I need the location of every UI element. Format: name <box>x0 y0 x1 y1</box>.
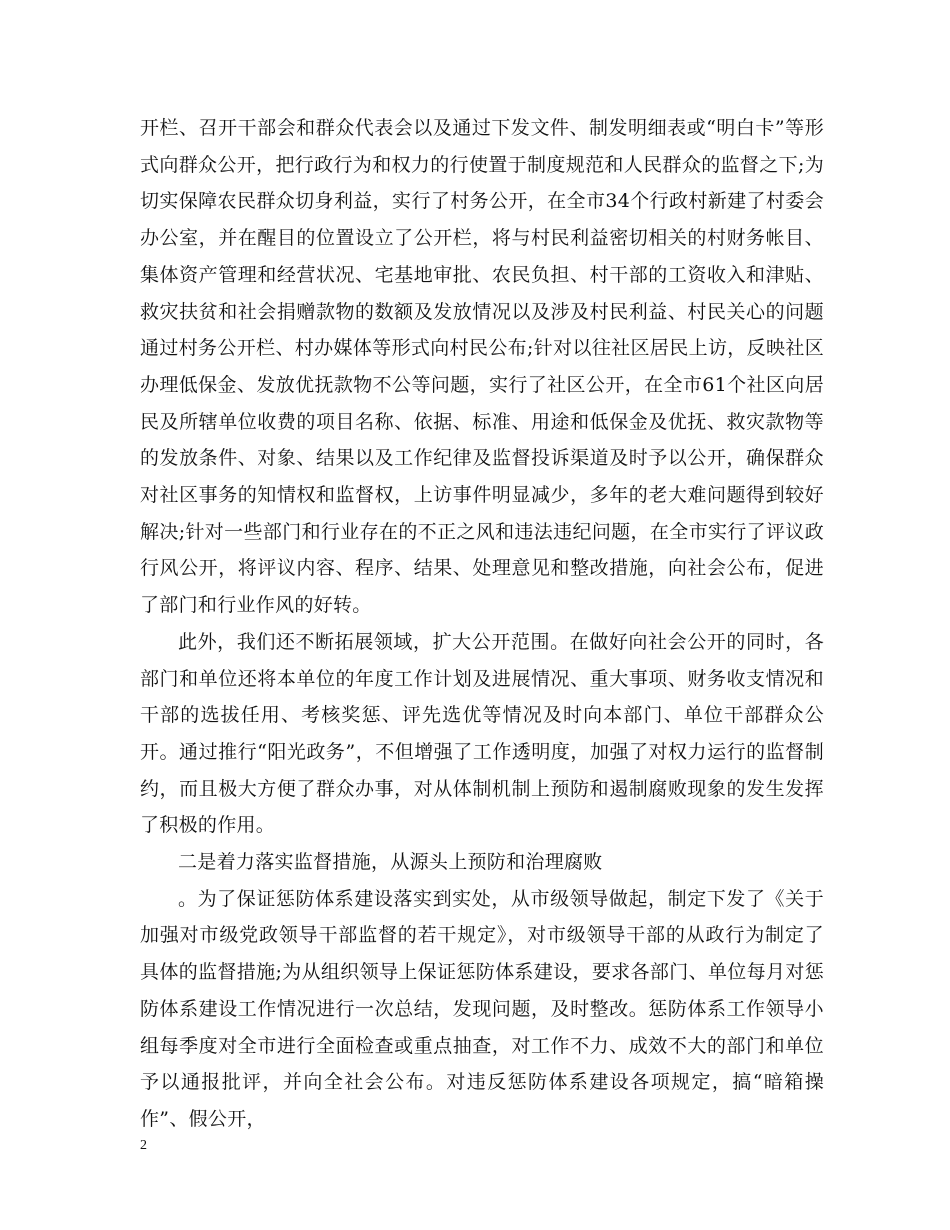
section-heading: 二是着力落实监督措施，从源头上预防和治理腐败 <box>178 851 603 874</box>
document-body <box>140 110 824 1138</box>
paragraph-supervision: 。为了保证惩防体系建设落实到实处，从市级领导做起，制定下发了《关于加强对市级党政领导干部监督的若干规定》，对市级领导干部的从政行为制定了具体的监督措施;为从组织领导上保证惩防体系建设，要求各部门、单位每月对惩防体系建设工作情况进行一次总结，发现问题，及时整改。惩防体系工作领导小组每季度对全市进行全面检查或重点抽查，对工作不力、成效不大的部门和单位予以通报批评，并向全社会公布。对违反惩防体系建设各项规定，搞“暗箱操作”、假公开， <box>140 887 824 1130</box>
page-number: 2 <box>140 1138 147 1153</box>
paragraph-continued: 开栏、召开干部会和群众代表会以及通过下发文件、制发明细表或“明白卡”等形式向群众公开，把行政行为和权力的行使置于制度规范和人民群众的监督之下;为切实保障农民群众切身利益，实行了村务公开，在全市34个行政村新建了村委会办公室，并在醒目的位置设立了公开栏，将与村民利益密切相关的村财务帐目、集体资产管理和经营状况、宅基地审批、农民负担、村干部的工资收入和津贴、救灾扶贫和社会捐赠款物的数额及发放情况以及涉及村民利益、村民关心的问题通过村务公开栏、村办媒体等形式向村民公布;针对以往社区居民上访，反映社区办理低保金、发放优抚款物不公等问题，实行了社区公开，在全市61个社区向居民及所辖单位收费的项目名称、依据、标准、用途和低保金及优抚、救灾款物等的发放条件、对象、结果以及工作纪律及监督投诉渠道及时予以公开，确保群众对社区事务的知情权和监督权，上访事件明显减少，多年的老大难问题得到较好解决;针对一些部门和行业存在的不正之风和违法违纪问题，在全市实行了评议政行风公开，将评议内容、程序、结果、处理意见和整改措施，向社会公布，促进了部门和行业作风的好转。 <box>140 117 824 617</box>
paragraph-expand-scope: 此外，我们还不断拓展领域，扩大公开范围。在做好向社会公开的同时，各部门和单位还将本单位的年度工作计划及进展情况、重大事项、财务收支情况和干部的选拔任用、考核奖惩、评先选优等情况及时向本部门、单位干部群众公开。通过推行“阳光政务”，不但增强了工作透明度，加强了对权力运行的监督制约，而且极大方便了群众办事，对从体制机制上预防和遏制腐败现象的发生发挥了积极的作用。 <box>140 630 824 837</box>
